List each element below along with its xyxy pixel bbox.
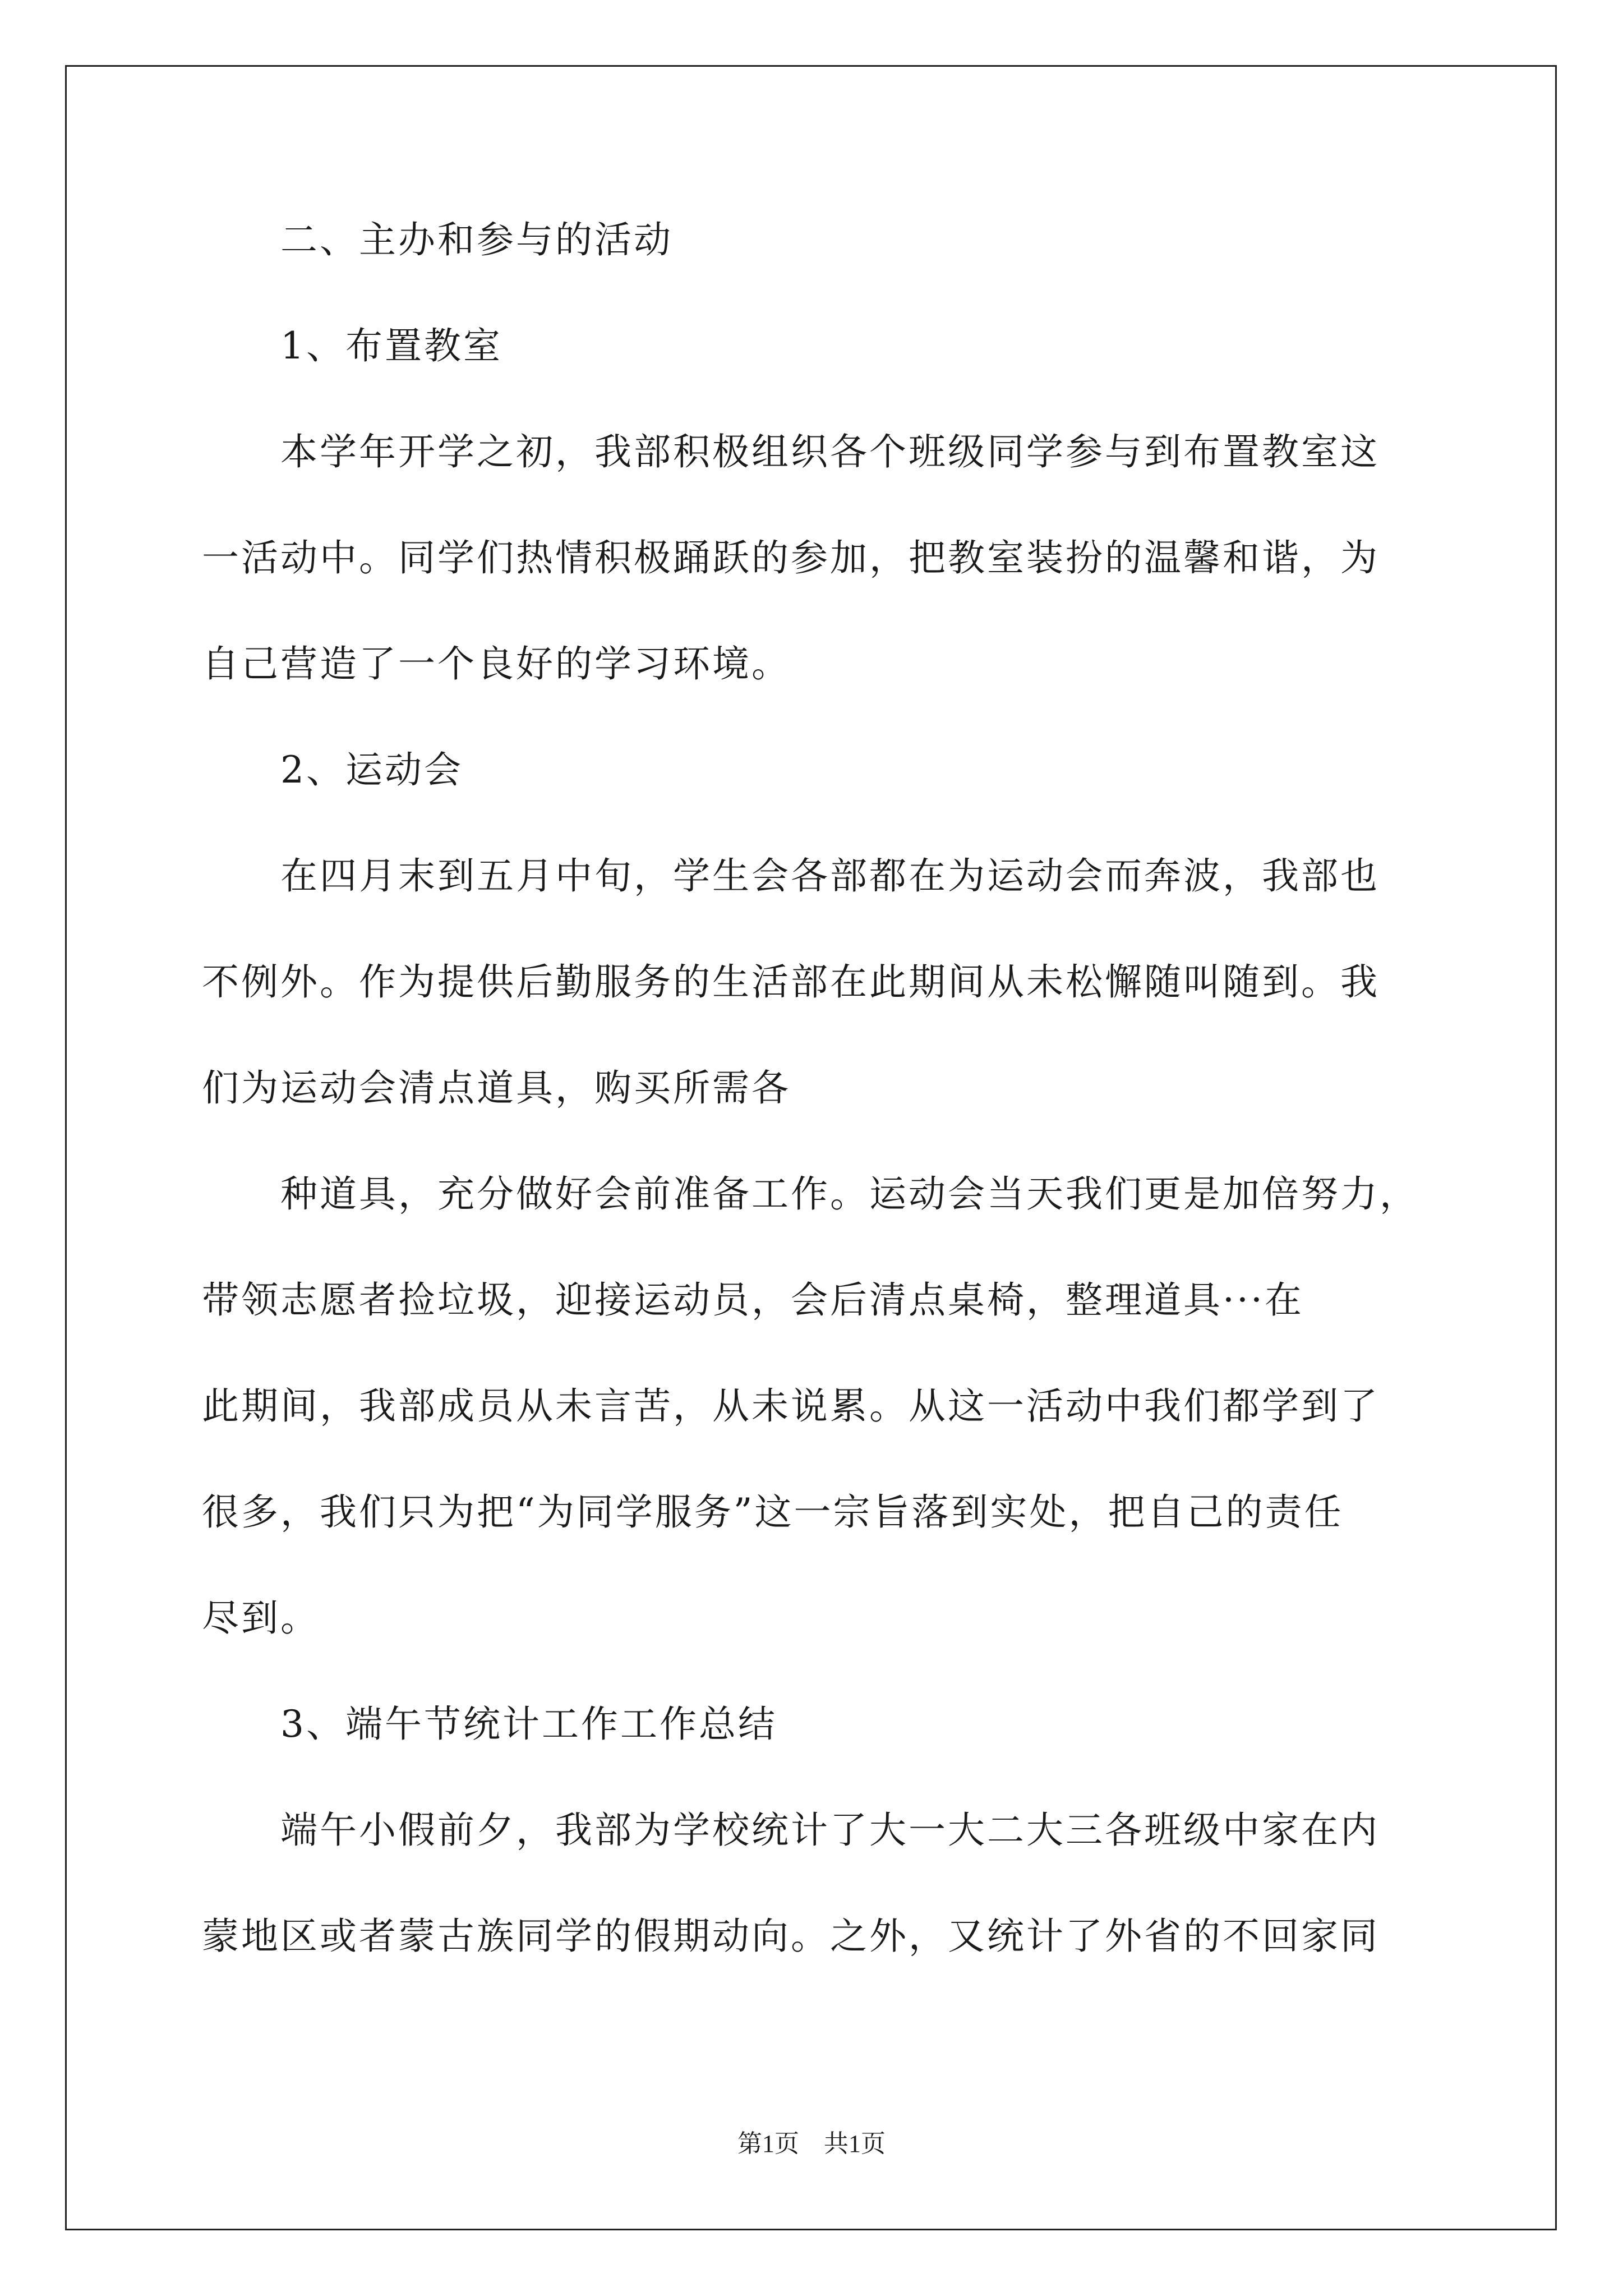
document-body [202, 218, 1436, 2024]
paragraph-line: 自己营造了一个良好的学习环境。 [202, 642, 791, 685]
paragraph-line: 很多，我们只为把“为同学服务”这一宗旨落到实处，把自己的责任 [202, 1490, 1344, 1534]
paragraph-line: 们为运动会清点道具，购买所需各 [202, 1066, 791, 1110]
subsection-heading: 1、布置教室 [280, 324, 502, 367]
paragraph-line: 蒙地区或者蒙古族同学的假期动向。之外，又统计了外省的不回家同 [202, 1915, 1380, 1958]
paragraph-line: 不例外。作为提供后勤服务的生活部在此期间从未松懈随叫随到。我 [202, 960, 1380, 1004]
page-number: 第1页 共1页 [737, 2130, 886, 2157]
paragraph-line: 一活动中。同学们热情积极踊跃的参加，把教室装扮的温馨和谐，为 [202, 536, 1380, 579]
paragraph-line: 种道具，充分做好会前准备工作。运动会当天我们更是加倍努力， [280, 1172, 1419, 1216]
paragraph-line: 在四月末到五月中旬，学生会各部都在为运动会而奔波，我部也 [280, 854, 1380, 898]
paragraph-line: 本学年开学之初，我部积极组织各个班级同学参与到布置教室这 [280, 430, 1380, 473]
paragraph-line: 尽到。 [202, 1596, 320, 1640]
subsection-heading: 2、运动会 [280, 748, 463, 792]
paragraph-line: 此期间，我部成员从未言苦，从未说累。从这一活动中我们都学到了 [202, 1384, 1380, 1428]
paragraph-line: 带领志愿者捡垃圾，迎接运动员，会后清点桌椅，整理道具···在 [202, 1278, 1304, 1322]
paragraph-line: 端午小假前夕，我部为学校统计了大一大二大三各班级中家在内 [280, 1809, 1380, 1852]
section-heading: 二、主办和参与的活动 [280, 218, 673, 261]
subsection-heading: 3、端午节统计工作工作总结 [280, 1703, 777, 1746]
